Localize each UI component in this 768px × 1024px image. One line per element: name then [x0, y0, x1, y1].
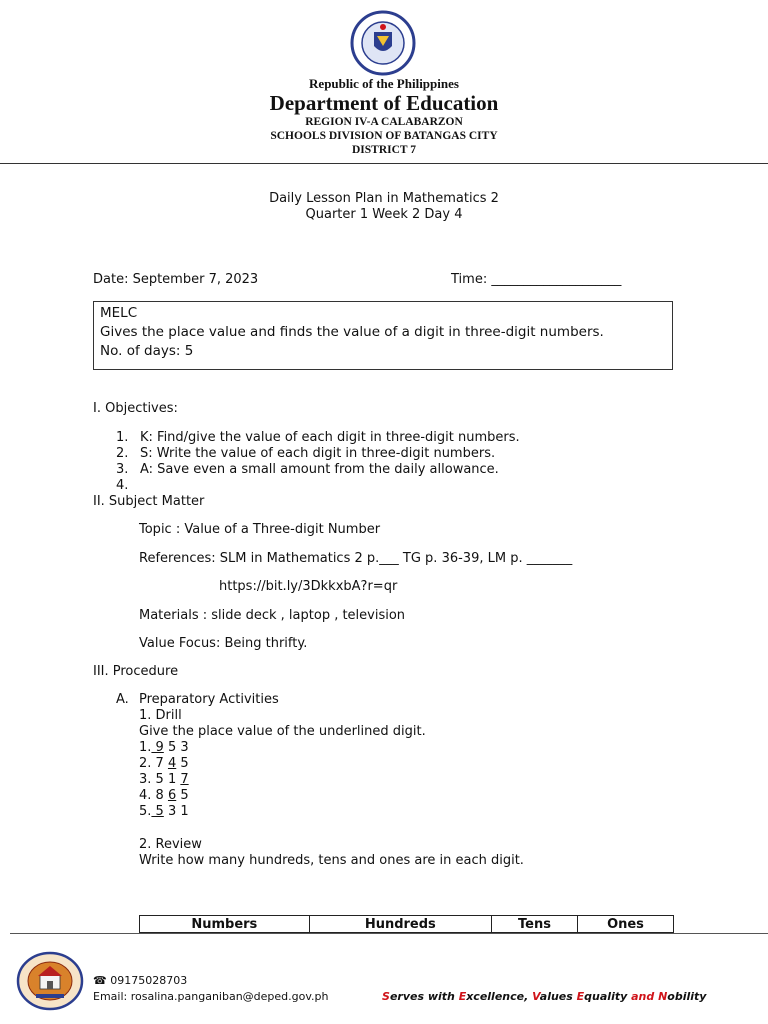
objective-item [116, 462, 499, 477]
district-logo-icon [16, 951, 84, 1011]
procedure-heading: III. Procedure [93, 664, 179, 679]
motto-part: and [631, 990, 659, 1003]
phone-icon: ☎ [93, 974, 111, 987]
motto-part: E [576, 990, 585, 1003]
motto-part: E [458, 990, 467, 1003]
drill-instruction: Give the place value of the underlined digit. [139, 724, 426, 739]
phone-number: 09175028703 [110, 974, 188, 987]
division-text: SCHOOLS DIVISION OF BATANGAS CITY [270, 130, 498, 142]
footer-motto [382, 990, 706, 1003]
date-field: Date: September 7, 2023 [93, 272, 259, 287]
underlined-digit: 7 [180, 772, 189, 787]
drill-item [139, 740, 189, 755]
review-instruction: Write how many hundreds, tens and ones are in each digit. [139, 853, 524, 868]
lesson-plan-subtitle: Quarter 1 Week 2 Day 4 [305, 207, 463, 222]
review-title: 2. Review [139, 837, 202, 852]
footer-divider [10, 933, 768, 934]
underlined-digit: 9 [151, 740, 164, 755]
topic-text: Topic : Value of a Three-digit Number [139, 522, 381, 537]
district-text: DISTRICT 7 [351, 144, 417, 156]
drill-item-post: 3 1 [163, 804, 189, 819]
drill-item-prefix: 2. [139, 756, 156, 771]
objectives-heading: I. Objectives: [93, 401, 178, 416]
value-focus-text: Value Focus: Being thrifty. [139, 636, 308, 651]
melc-days: No. of days: 5 [100, 343, 194, 359]
table-header-cell: Numbers [140, 916, 310, 933]
underlined-digit: 6 [167, 788, 177, 803]
table-header-cell: Ones [578, 916, 674, 933]
motto-part: erves with [389, 990, 459, 1003]
objective-text: A: Save even a small amount from the daily allowance. [140, 462, 499, 477]
drill-item-prefix: 5. [139, 804, 152, 819]
objective-number: 1. [116, 430, 129, 445]
references-text: References: SLM in Mathematics 2 p.___ TG p. 36-39, LM p. _______ [139, 551, 573, 566]
table-header-cell: Hundreds [309, 916, 491, 933]
drill-item-prefix: 1. [139, 740, 152, 755]
underlined-digit: 4 [167, 756, 177, 771]
republic-text: Republic of the Philippines [309, 76, 459, 91]
drill-item-prefix: 4. [139, 788, 156, 803]
melc-label: MELC [100, 305, 138, 321]
motto-part: S [382, 990, 390, 1003]
objective-item [116, 478, 140, 493]
drill-item [139, 788, 189, 803]
drill-item [139, 804, 189, 819]
footer-phone [93, 974, 187, 987]
drill-item-pre: 5 1 [155, 772, 181, 787]
time-field: Time: ____________________ [451, 272, 622, 287]
motto-part: N [658, 990, 668, 1003]
underlined-digit: 5 [151, 804, 164, 819]
review-table [139, 915, 674, 933]
motto-part: V [532, 990, 540, 1003]
drill-title: 1. Drill [139, 708, 182, 723]
header-divider [0, 163, 768, 164]
drill-item-prefix: 3. [139, 772, 156, 787]
drill-item-post: 5 3 [163, 740, 189, 755]
lesson-plan-title: Daily Lesson Plan in Mathematics 2 [269, 191, 499, 206]
materials-text: Materials : slide deck , laptop , television [139, 608, 406, 623]
section-a-letter: A. [116, 692, 129, 707]
footer-email: Email: rosalina.panganiban@deped.gov.ph [93, 990, 329, 1003]
motto-part: xcellence, [466, 990, 533, 1003]
drill-item-post: 5 [176, 788, 189, 803]
objective-number: 4. [116, 478, 129, 493]
subject-matter-heading: II. Subject Matter [93, 494, 205, 509]
melc-text: Gives the place value and finds the value of a digit in three-digit numbers. [100, 324, 604, 340]
motto-part: obility [667, 990, 707, 1003]
preparatory-activities-heading: Preparatory Activities [139, 692, 279, 707]
department-title: Department of Education [269, 91, 499, 115]
drill-item [139, 756, 189, 771]
table-header-row [140, 916, 674, 933]
table-header-cell: Tens [491, 916, 577, 933]
drill-item [139, 772, 189, 787]
motto-part: alues [539, 990, 577, 1003]
reference-link[interactable]: https://bit.ly/3DkkxbA?r=qr [219, 579, 398, 594]
motto-part: quality [584, 990, 632, 1003]
drill-item-pre: 7 [155, 756, 168, 771]
drill-item-post: 5 [176, 756, 189, 771]
objective-number: 3. [116, 462, 129, 477]
objective-item [116, 446, 495, 461]
drill-item-pre: 8 [155, 788, 168, 803]
objective-text: S: Write the value of each digit in three-digit numbers. [140, 446, 496, 461]
objective-number: 2. [116, 446, 129, 461]
objective-item [116, 430, 520, 445]
deped-seal-icon [346, 10, 420, 76]
objective-text: K: Find/give the value of each digit in three-digit numbers. [140, 430, 520, 445]
region-text: REGION IV-A CALABARZON [305, 116, 463, 128]
melc-box [93, 301, 673, 370]
